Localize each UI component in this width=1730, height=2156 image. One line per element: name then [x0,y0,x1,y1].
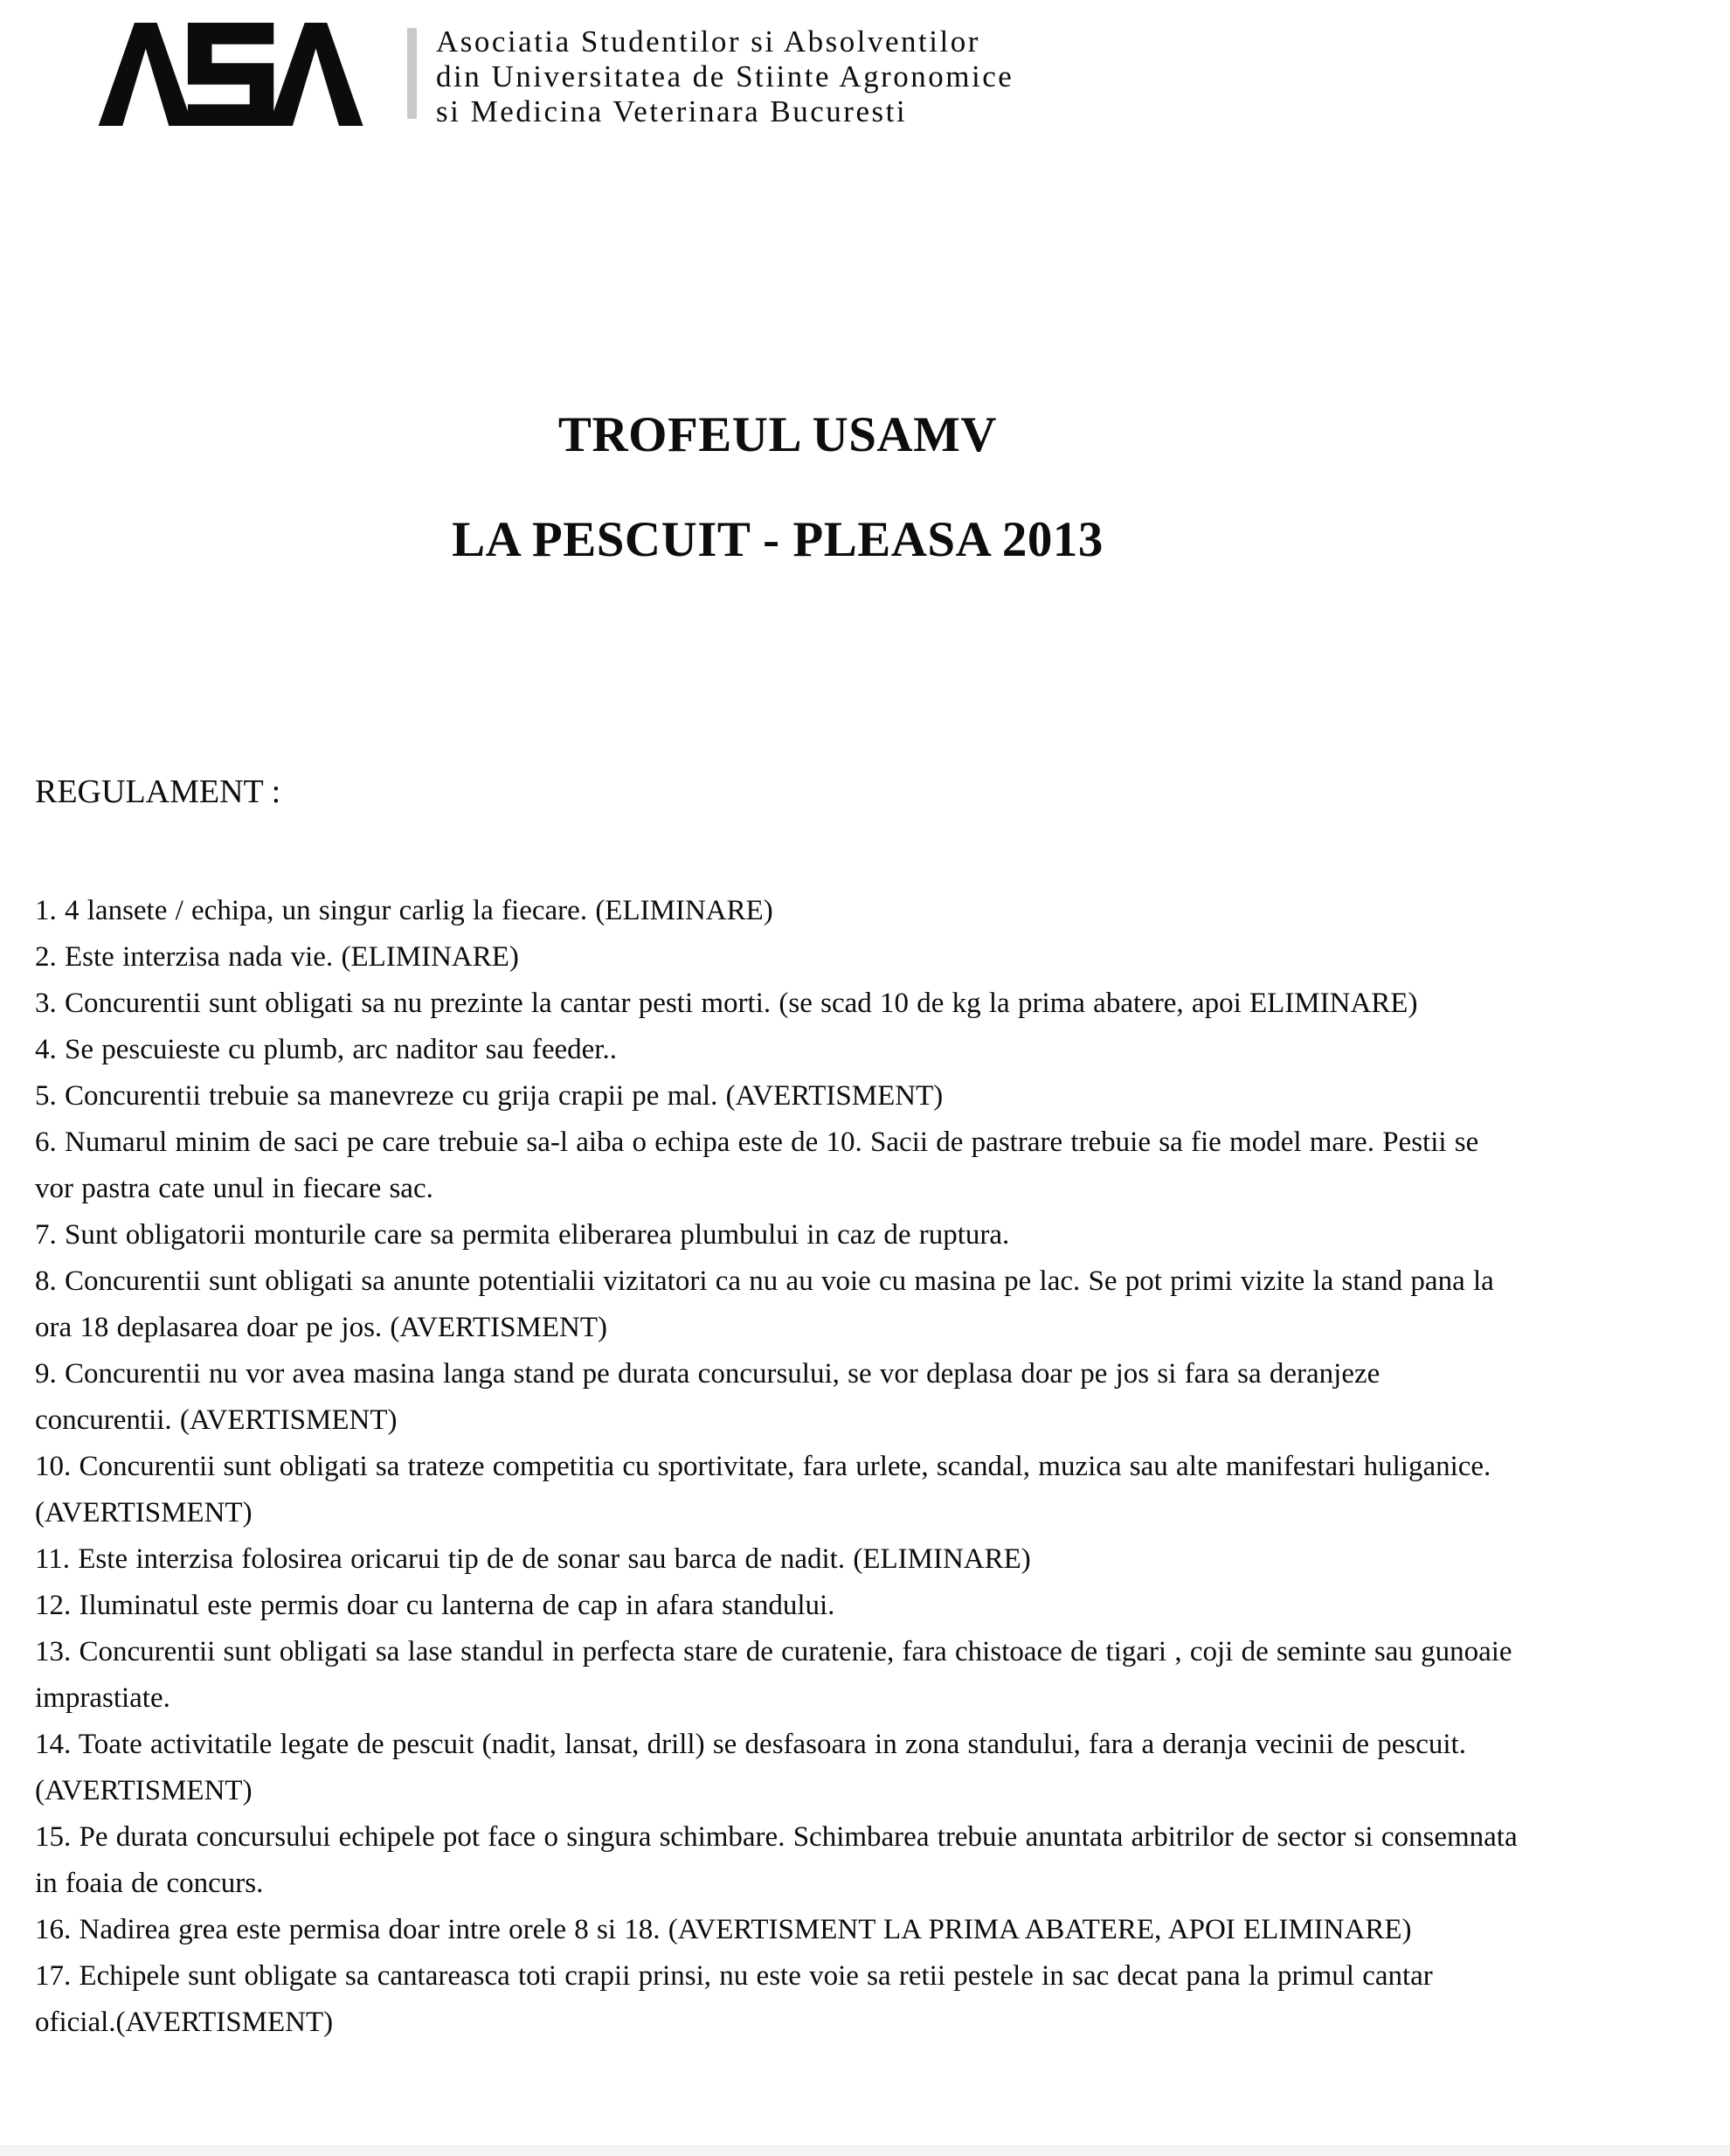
page-edge [0,2146,1730,2156]
rule-item-10: 10. Concurentii sunt obligati sa trateze competitia cu sportivitate, fara urlete, scandal, muzica sau alte manifestari huliganice. (AVERTISMENT) [35,1451,1491,1529]
asa-logo [87,23,384,126]
rule-item-8: 8. Concurentii sunt obligati sa anunte potentialii vizitatori ca nu au voie cu masina pe lac. Se pot primi vizite la stand pana la ora 18 deplasarea doar pe jos. (AVERTISMENT) [35,1265,1494,1343]
org-name-line-1: Asociatia Studentilor si Absolventilor [436,24,980,59]
rule-item-3: 3. Concurentii sunt obligati sa nu prezinte la cantar pesti morti. (se scad 10 de kg la prima abatere, apoi ELIMINARE) [35,988,1418,1019]
rule-item-14: 14. Toate activitatile legate de pescuit (nadit, lansat, drill) se desfasoara in zona standului, fara a deranja vecinii de pescuit.(AVERTISMENT) [35,1729,1466,1806]
section-heading: REGULAMENT : [35,773,281,810]
rule-item-17: 17. Echipele sunt obligate sa cantareasca toti crapii prinsi, nu este voie sa retii pestele in sac decat pana la primul cantar oficial.(AVERTISMENT) [35,1960,1433,2038]
rule-item-5: 5. Concurentii trebuie sa manevreze cu grija crapii pe mal. (AVERTISMENT) [35,1080,944,1112]
document-body [35,406,1520,2046]
header [0,0,1730,131]
rule-item-12: 12. Iluminatul este permis doar cu lanterna de cap in afara standului. [35,1590,835,1621]
rule-item-7: 7. Sunt obligatorii monturile care sa permita eliberarea plumbului in caz de ruptura. [35,1219,1010,1251]
doc-title-line-2: LA PESCUIT - PLEASA 2013 [452,512,1104,567]
rule-item-11: 11. Este interzisa folosirea oricarui tip de de sonar sau barca de nadit. (ELIMINARE) [35,1543,1031,1575]
org-name [436,23,1014,129]
rule-item-2: 2. Este interzisa nada vie. (ELIMINARE) [35,941,519,973]
rule-item-13: 13. Concurentii sunt obligati sa lase standul in perfecta stare de curatenie, fara chistoace de tigari , coji de seminte sau gunoaie imprastiate. [35,1636,1512,1714]
org-name-line-3: si Medicina Veterinara Bucuresti [436,94,908,128]
rule-item-9: 9. Concurentii nu vor avea masina langa stand pe durata concursului, se vor deplasa doar pe jos si fara sa deranjeze concurentii. (AVERTISMENT) [35,1358,1381,1436]
org-name-line-2: din Universitatea de Stiinte Agronomice [436,59,1014,94]
doc-title-line-1: TROFEUL USAMV [557,407,998,462]
rule-item-15: 15. Pe durata concursului echipele pot face o singura schimbare. Schimbarea trebuie anuntata arbitrilor de sector si consemnata in foaia de concurs. [35,1821,1518,1899]
logo-separator [407,28,417,119]
asa-logo-icon [87,23,384,126]
rule-item-16: 16. Nadirea grea este permisa doar intre orele 8 si 18. (AVERTISMENT LA PRIMA ABATERE, APOI ELIMINARE) [35,1914,1412,1945]
rules-list [35,888,1520,2046]
rule-item-1: 1. 4 lansete / echipa, un singur carlig la fiecare. (ELIMINARE) [35,895,773,926]
rule-item-6: 6. Numarul minim de saci pe care trebuie sa-l aiba o echipa este de 10. Sacii de pastrare trebuie sa fie model mare. Pestii se vor pastra cate unul in fiecare sac. [35,1127,1479,1204]
rule-item-4: 4. Se pescuieste cu plumb, arc naditor sau feeder.. [35,1034,617,1065]
